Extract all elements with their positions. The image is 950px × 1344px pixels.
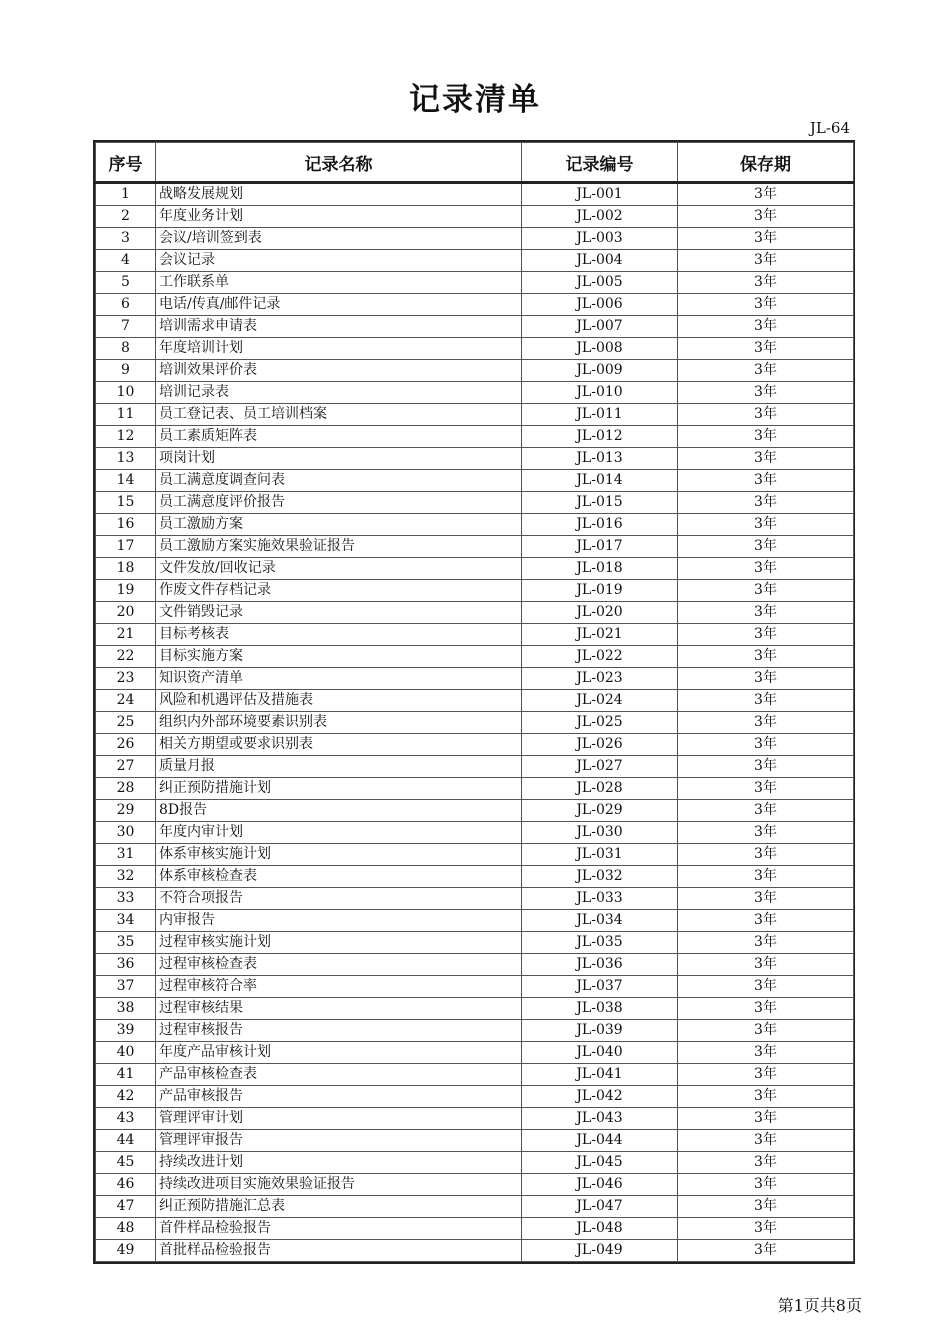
cell-record-name: 员工满意度评价报告 [156, 492, 522, 514]
cell-record-name: 员工激励方案实施效果验证报告 [156, 536, 522, 558]
cell-retention-period: 3年 [678, 404, 854, 426]
table-row [96, 932, 854, 954]
cell-serial-no: 18 [96, 558, 156, 580]
cell-retention-period: 3年 [678, 580, 854, 602]
cell-record-code: JL-006 [522, 294, 678, 316]
cell-retention-period: 3年 [678, 250, 854, 272]
cell-record-name: 员工满意度调查问表 [156, 470, 522, 492]
cell-record-name: 管理评审计划 [156, 1108, 522, 1130]
cell-serial-no: 32 [96, 866, 156, 888]
cell-record-code: JL-021 [522, 624, 678, 646]
cell-retention-period: 3年 [678, 382, 854, 404]
cell-retention-period: 3年 [678, 492, 854, 514]
cell-record-code: JL-029 [522, 800, 678, 822]
cell-record-name: 过程审核结果 [156, 998, 522, 1020]
table-row [96, 536, 854, 558]
document-title: 记录清单 [409, 82, 541, 118]
header-serial-no: 序号 [96, 143, 156, 183]
cell-record-name: 产品审核检查表 [156, 1064, 522, 1086]
cell-serial-no: 37 [96, 976, 156, 998]
table-row [96, 756, 854, 778]
cell-record-code: JL-042 [522, 1086, 678, 1108]
table-row [96, 778, 854, 800]
table-row [96, 646, 854, 668]
table-row [96, 360, 854, 382]
cell-record-code: JL-048 [522, 1218, 678, 1240]
cell-retention-period: 3年 [678, 272, 854, 294]
table-row [96, 1240, 854, 1262]
cell-record-code: JL-024 [522, 690, 678, 712]
cell-record-name: 目标考核表 [156, 624, 522, 646]
cell-retention-period: 3年 [678, 206, 854, 228]
cell-serial-no: 44 [96, 1130, 156, 1152]
cell-retention-period: 3年 [678, 1064, 854, 1086]
cell-serial-no: 14 [96, 470, 156, 492]
table-row [96, 866, 854, 888]
cell-retention-period: 3年 [678, 778, 854, 800]
cell-record-name: 8D报告 [156, 800, 522, 822]
table-row [96, 206, 854, 228]
table-row [96, 272, 854, 294]
cell-retention-period: 3年 [678, 338, 854, 360]
cell-serial-no: 46 [96, 1174, 156, 1196]
cell-serial-no: 3 [96, 228, 156, 250]
table-row [96, 998, 854, 1020]
cell-retention-period: 3年 [678, 822, 854, 844]
cell-serial-no: 16 [96, 514, 156, 536]
cell-retention-period: 3年 [678, 690, 854, 712]
cell-serial-no: 6 [96, 294, 156, 316]
cell-serial-no: 4 [96, 250, 156, 272]
cell-record-name: 会议记录 [156, 250, 522, 272]
cell-serial-no: 47 [96, 1196, 156, 1218]
cell-serial-no: 21 [96, 624, 156, 646]
cell-serial-no: 39 [96, 1020, 156, 1042]
record-table-frame [93, 140, 855, 1264]
cell-record-code: JL-023 [522, 668, 678, 690]
table-header-row [96, 143, 854, 183]
cell-record-code: JL-022 [522, 646, 678, 668]
cell-retention-period: 3年 [678, 976, 854, 998]
table-row [96, 1020, 854, 1042]
cell-retention-period: 3年 [678, 448, 854, 470]
cell-record-code: JL-025 [522, 712, 678, 734]
cell-serial-no: 28 [96, 778, 156, 800]
cell-record-code: JL-046 [522, 1174, 678, 1196]
table-row [96, 1064, 854, 1086]
cell-serial-no: 40 [96, 1042, 156, 1064]
cell-record-name: 持续改进项目实施效果验证报告 [156, 1174, 522, 1196]
cell-record-name: 员工素质矩阵表 [156, 426, 522, 448]
cell-record-name: 纠正预防措施计划 [156, 778, 522, 800]
cell-serial-no: 27 [96, 756, 156, 778]
table-row [96, 1196, 854, 1218]
cell-serial-no: 20 [96, 602, 156, 624]
cell-record-name: 年度业务计划 [156, 206, 522, 228]
table-row [96, 976, 854, 998]
cell-serial-no: 19 [96, 580, 156, 602]
table-row [96, 470, 854, 492]
cell-record-name: 纠正预防措施汇总表 [156, 1196, 522, 1218]
cell-record-name: 质量月报 [156, 756, 522, 778]
cell-record-code: JL-030 [522, 822, 678, 844]
cell-retention-period: 3年 [678, 426, 854, 448]
cell-serial-no: 7 [96, 316, 156, 338]
cell-retention-period: 3年 [678, 624, 854, 646]
cell-record-name: 风险和机遇评估及措施表 [156, 690, 522, 712]
cell-serial-no: 12 [96, 426, 156, 448]
cell-record-code: JL-014 [522, 470, 678, 492]
cell-record-name: 文件销毁记录 [156, 602, 522, 624]
cell-record-code: JL-039 [522, 1020, 678, 1042]
cell-retention-period: 3年 [678, 514, 854, 536]
cell-record-code: JL-032 [522, 866, 678, 888]
cell-retention-period: 3年 [678, 1020, 854, 1042]
cell-serial-no: 38 [96, 998, 156, 1020]
cell-record-name: 内审报告 [156, 910, 522, 932]
table-row [96, 183, 854, 206]
cell-record-name: 知识资产清单 [156, 668, 522, 690]
cell-retention-period: 3年 [678, 866, 854, 888]
cell-retention-period: 3年 [678, 536, 854, 558]
cell-record-name: 作废文件存档记录 [156, 580, 522, 602]
cell-record-name: 年度内审计划 [156, 822, 522, 844]
cell-record-name: 体系审核实施计划 [156, 844, 522, 866]
table-row [96, 580, 854, 602]
cell-record-code: JL-015 [522, 492, 678, 514]
cell-serial-no: 49 [96, 1240, 156, 1262]
page-number-footer: 第1页共8页 [777, 1296, 862, 1315]
cell-retention-period: 3年 [678, 228, 854, 250]
table-row [96, 492, 854, 514]
cell-serial-no: 1 [96, 183, 156, 206]
cell-serial-no: 23 [96, 668, 156, 690]
cell-record-code: JL-001 [522, 183, 678, 206]
cell-record-code: JL-005 [522, 272, 678, 294]
cell-record-code: JL-011 [522, 404, 678, 426]
header-retention-period: 保存期 [678, 143, 854, 183]
cell-retention-period: 3年 [678, 183, 854, 206]
table-row [96, 1174, 854, 1196]
cell-record-name: 管理评审报告 [156, 1130, 522, 1152]
cell-serial-no: 10 [96, 382, 156, 404]
cell-retention-period: 3年 [678, 1174, 854, 1196]
cell-record-name: 过程审核实施计划 [156, 932, 522, 954]
cell-retention-period: 3年 [678, 316, 854, 338]
cell-retention-period: 3年 [678, 932, 854, 954]
table-row [96, 382, 854, 404]
cell-serial-no: 36 [96, 954, 156, 976]
cell-record-name: 体系审核检查表 [156, 866, 522, 888]
cell-record-code: JL-013 [522, 448, 678, 470]
cell-record-code: JL-038 [522, 998, 678, 1020]
cell-record-name: 持续改进计划 [156, 1152, 522, 1174]
cell-record-name: 过程审核检查表 [156, 954, 522, 976]
cell-record-code: JL-036 [522, 954, 678, 976]
cell-record-code: JL-018 [522, 558, 678, 580]
cell-retention-period: 3年 [678, 1196, 854, 1218]
cell-retention-period: 3年 [678, 910, 854, 932]
cell-record-code: JL-012 [522, 426, 678, 448]
table-row [96, 448, 854, 470]
cell-retention-period: 3年 [678, 712, 854, 734]
table-row [96, 822, 854, 844]
cell-serial-no: 11 [96, 404, 156, 426]
cell-retention-period: 3年 [678, 360, 854, 382]
table-row [96, 800, 854, 822]
cell-retention-period: 3年 [678, 668, 854, 690]
cell-record-name: 培训需求申请表 [156, 316, 522, 338]
table-row [96, 1108, 854, 1130]
cell-serial-no: 24 [96, 690, 156, 712]
table-row [96, 228, 854, 250]
cell-serial-no: 2 [96, 206, 156, 228]
record-table [95, 142, 854, 1262]
cell-retention-period: 3年 [678, 1130, 854, 1152]
cell-serial-no: 35 [96, 932, 156, 954]
table-row [96, 910, 854, 932]
cell-retention-period: 3年 [678, 1086, 854, 1108]
table-row [96, 734, 854, 756]
cell-retention-period: 3年 [678, 294, 854, 316]
cell-record-name: 组织内外部环境要素识别表 [156, 712, 522, 734]
table-row [96, 1130, 854, 1152]
cell-serial-no: 26 [96, 734, 156, 756]
cell-record-code: JL-027 [522, 756, 678, 778]
cell-retention-period: 3年 [678, 646, 854, 668]
cell-record-name: 不符合项报告 [156, 888, 522, 910]
cell-record-name: 员工激励方案 [156, 514, 522, 536]
table-row [96, 250, 854, 272]
document-code: JL-64 [809, 119, 850, 137]
cell-retention-period: 3年 [678, 470, 854, 492]
cell-serial-no: 17 [96, 536, 156, 558]
cell-serial-no: 41 [96, 1064, 156, 1086]
cell-record-name: 培训记录表 [156, 382, 522, 404]
cell-record-code: JL-033 [522, 888, 678, 910]
cell-serial-no: 31 [96, 844, 156, 866]
table-row [96, 1042, 854, 1064]
cell-record-name: 培训效果评价表 [156, 360, 522, 382]
cell-record-name: 项岗计划 [156, 448, 522, 470]
cell-record-code: JL-010 [522, 382, 678, 404]
table-row [96, 316, 854, 338]
cell-retention-period: 3年 [678, 888, 854, 910]
table-row [96, 1152, 854, 1174]
cell-serial-no: 15 [96, 492, 156, 514]
table-row [96, 954, 854, 976]
cell-record-name: 产品审核报告 [156, 1086, 522, 1108]
table-row [96, 690, 854, 712]
table-body [96, 183, 854, 1262]
cell-record-name: 相关方期望或要求识别表 [156, 734, 522, 756]
cell-serial-no: 30 [96, 822, 156, 844]
cell-serial-no: 45 [96, 1152, 156, 1174]
table-row [96, 426, 854, 448]
table-row [96, 1086, 854, 1108]
cell-record-name: 电话/传真/邮件记录 [156, 294, 522, 316]
cell-record-code: JL-017 [522, 536, 678, 558]
cell-record-code: JL-047 [522, 1196, 678, 1218]
table-row [96, 668, 854, 690]
cell-serial-no: 9 [96, 360, 156, 382]
cell-record-name: 会议/培训签到表 [156, 228, 522, 250]
cell-record-code: JL-003 [522, 228, 678, 250]
cell-record-name: 文件发放/回收记录 [156, 558, 522, 580]
cell-record-code: JL-028 [522, 778, 678, 800]
table-row [96, 602, 854, 624]
cell-record-name: 首批样品检验报告 [156, 1240, 522, 1262]
table-row [96, 844, 854, 866]
table-row [96, 1218, 854, 1240]
cell-serial-no: 5 [96, 272, 156, 294]
cell-retention-period: 3年 [678, 954, 854, 976]
table-row [96, 404, 854, 426]
cell-serial-no: 25 [96, 712, 156, 734]
cell-record-code: JL-009 [522, 360, 678, 382]
cell-record-code: JL-037 [522, 976, 678, 998]
table-row [96, 888, 854, 910]
cell-record-code: JL-019 [522, 580, 678, 602]
cell-retention-period: 3年 [678, 734, 854, 756]
cell-record-code: JL-043 [522, 1108, 678, 1130]
cell-retention-period: 3年 [678, 1240, 854, 1262]
cell-record-name: 战略发展规划 [156, 183, 522, 206]
cell-record-name: 首件样品检验报告 [156, 1218, 522, 1240]
table-row [96, 338, 854, 360]
cell-serial-no: 48 [96, 1218, 156, 1240]
cell-record-code: JL-008 [522, 338, 678, 360]
cell-record-code: JL-035 [522, 932, 678, 954]
cell-retention-period: 3年 [678, 800, 854, 822]
cell-record-name: 目标实施方案 [156, 646, 522, 668]
header-record-code: 记录编号 [522, 143, 678, 183]
table-row [96, 624, 854, 646]
cell-record-name: 年度培训计划 [156, 338, 522, 360]
cell-serial-no: 33 [96, 888, 156, 910]
table-row [96, 294, 854, 316]
cell-record-code: JL-034 [522, 910, 678, 932]
cell-retention-period: 3年 [678, 1108, 854, 1130]
cell-retention-period: 3年 [678, 1218, 854, 1240]
cell-record-code: JL-040 [522, 1042, 678, 1064]
cell-retention-period: 3年 [678, 1042, 854, 1064]
cell-record-code: JL-045 [522, 1152, 678, 1174]
cell-serial-no: 43 [96, 1108, 156, 1130]
cell-retention-period: 3年 [678, 998, 854, 1020]
cell-record-name: 年度产品审核计划 [156, 1042, 522, 1064]
table-row [96, 712, 854, 734]
cell-record-code: JL-020 [522, 602, 678, 624]
cell-retention-period: 3年 [678, 756, 854, 778]
cell-record-code: JL-016 [522, 514, 678, 536]
header-record-name: 记录名称 [156, 143, 522, 183]
cell-serial-no: 13 [96, 448, 156, 470]
cell-record-name: 员工登记表、员工培训档案 [156, 404, 522, 426]
cell-retention-period: 3年 [678, 1152, 854, 1174]
cell-record-code: JL-044 [522, 1130, 678, 1152]
cell-serial-no: 34 [96, 910, 156, 932]
cell-serial-no: 8 [96, 338, 156, 360]
cell-serial-no: 29 [96, 800, 156, 822]
cell-record-code: JL-002 [522, 206, 678, 228]
table-row [96, 558, 854, 580]
cell-record-name: 过程审核报告 [156, 1020, 522, 1042]
cell-record-name: 过程审核符合率 [156, 976, 522, 998]
table-row [96, 514, 854, 536]
cell-retention-period: 3年 [678, 602, 854, 624]
cell-record-code: JL-004 [522, 250, 678, 272]
cell-record-code: JL-026 [522, 734, 678, 756]
cell-serial-no: 22 [96, 646, 156, 668]
cell-retention-period: 3年 [678, 844, 854, 866]
cell-serial-no: 42 [96, 1086, 156, 1108]
cell-record-code: JL-031 [522, 844, 678, 866]
cell-record-code: JL-007 [522, 316, 678, 338]
cell-record-code: JL-041 [522, 1064, 678, 1086]
cell-retention-period: 3年 [678, 558, 854, 580]
cell-record-name: 工作联系单 [156, 272, 522, 294]
cell-record-code: JL-049 [522, 1240, 678, 1262]
